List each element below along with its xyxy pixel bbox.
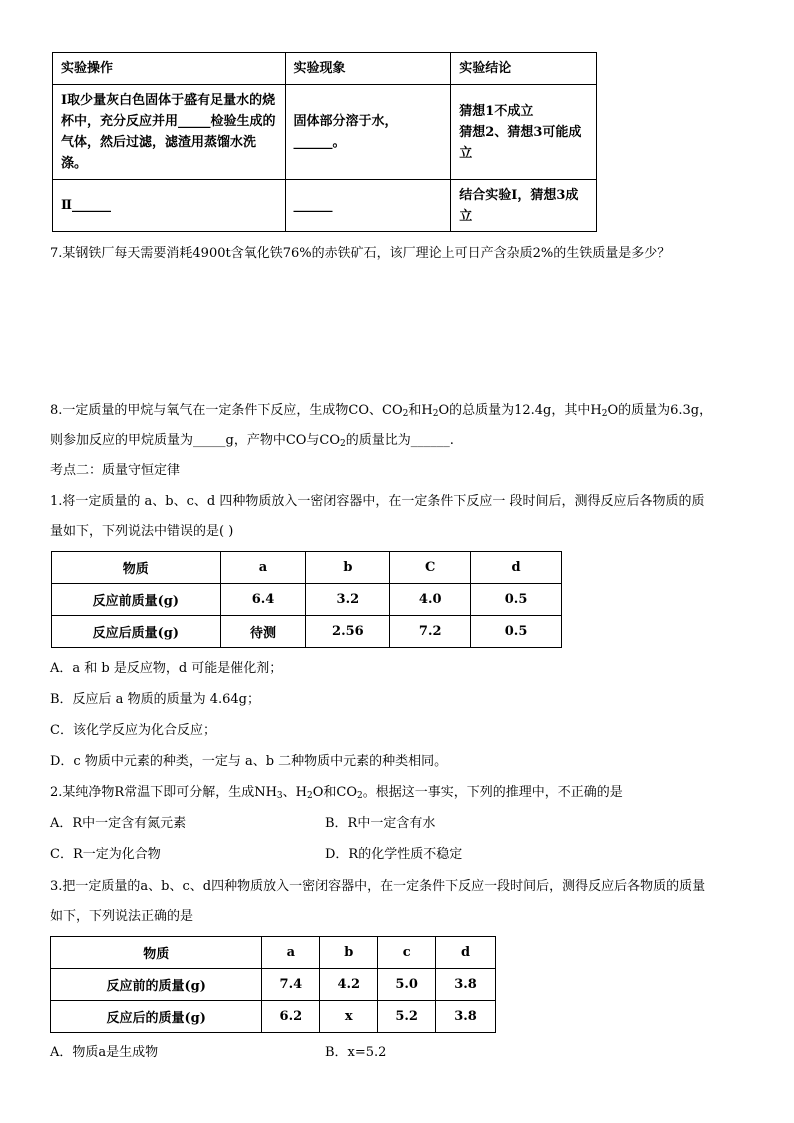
table-cell: 7.2	[390, 616, 471, 648]
table-cell: 4.0	[390, 584, 471, 616]
table-header-row	[53, 53, 597, 85]
table-cell: 3.8	[436, 1001, 496, 1033]
problem-1-line2: 量如下，下列说法中错误的是( )	[50, 524, 234, 539]
option-d: D．R的化学性质不稳定	[325, 847, 463, 862]
table-cell: 6.4	[220, 584, 306, 616]
text-segment: 2.某纯净物R常温下即可分解，生成NH	[50, 785, 277, 800]
table-cell: 0.5	[471, 584, 562, 616]
option-a: A．R中一定含有氮元素	[50, 816, 187, 831]
subscript: 2	[432, 409, 439, 419]
header-cell: c	[378, 937, 436, 969]
section-title: 考点二：质量守恒定律	[50, 463, 181, 478]
subscript: 2	[402, 409, 409, 419]
subscript: 2	[306, 791, 313, 801]
header-cell: 物质	[52, 552, 221, 584]
conclusion-line: 猜想1不成立	[459, 103, 534, 119]
mass-table-1	[51, 551, 562, 648]
option-b: B．反应后 a 物质的质量为 4.64g；	[50, 692, 260, 707]
header-cell: d	[471, 552, 562, 584]
header-cell: 实验操作	[53, 53, 286, 85]
header-cell: a	[262, 937, 320, 969]
question-8-line2	[50, 432, 454, 450]
table-cell: 3.2	[306, 584, 390, 616]
problem-2-stem	[50, 784, 623, 802]
text-segment: O的质量为6.3g，	[607, 403, 713, 418]
conclusion-line: 猜想2、猜想3可能成立	[459, 124, 582, 161]
option-a: A．物质a是生成物	[50, 1045, 159, 1060]
phenomenon-cell: ______	[285, 180, 451, 232]
conclusion-cell	[451, 85, 597, 180]
operation-cell: Ⅱ______	[53, 180, 286, 232]
table-row	[52, 616, 562, 648]
phenomenon-cell: 固体部分溶于水，______。	[285, 85, 451, 180]
problem-1-line1: 1.将一定质量的 a、b、c、d 四种物质放入一密闭容器中，在一定条件下反应一 段时间后，测得反应后各物质的质	[50, 494, 705, 509]
header-cell: b	[306, 552, 390, 584]
table-row	[53, 85, 597, 180]
question-7: 7.某钢铁厂每天需要消耗4900t含氧化铁76%的赤铁矿石，该厂理论上可日产含杂质2%的生铁质量是多少？	[50, 246, 671, 261]
header-cell: d	[436, 937, 496, 969]
subscript: 2	[340, 439, 346, 449]
table-cell: 反应后质量(g)	[52, 616, 221, 648]
header-cell: 实验结论	[451, 53, 597, 85]
conclusion-cell: 结合实验Ⅰ，猜想3成立	[451, 180, 597, 232]
table-header-row	[52, 552, 562, 584]
text-segment: O和CO	[312, 785, 357, 800]
table-cell: 待测	[220, 616, 306, 648]
table-cell: 3.8	[436, 969, 496, 1001]
table-header-row	[51, 937, 496, 969]
option-c: C．该化学反应为化合反应；	[50, 723, 216, 738]
header-cell: 实验现象	[285, 53, 451, 85]
table-row	[51, 1001, 496, 1033]
subscript: 2	[601, 409, 608, 419]
table-cell: 2.56	[306, 616, 390, 648]
table-cell: x	[320, 1001, 378, 1033]
table-row	[53, 180, 597, 232]
option-c: C．R一定为化合物	[50, 847, 161, 862]
option-b: B．R中一定含有水	[325, 816, 436, 831]
header-cell: b	[320, 937, 378, 969]
table-cell: 5.2	[378, 1001, 436, 1033]
text-segment: 的质量比为______.	[345, 433, 454, 448]
table-cell: 5.0	[378, 969, 436, 1001]
table-cell: 反应前的质量(g)	[51, 969, 262, 1001]
table-cell: 4.2	[320, 969, 378, 1001]
option-b: B．x=5.2	[325, 1045, 387, 1060]
option-d: D．c 物质中元素的种类，一定与 a、b 二种物质中元素的种类相同。	[50, 754, 448, 769]
text-segment: 8.一定质量的甲烷与氧气在一定条件下反应，生成物CO、CO	[50, 403, 403, 418]
text-segment: 和H	[408, 403, 433, 418]
table-row	[51, 969, 496, 1001]
header-cell: 物质	[51, 937, 262, 969]
header-cell: a	[220, 552, 306, 584]
operation-cell: Ⅰ取少量灰白色固体于盛有足量水的烧杯中，充分反应并用_____检验生成的气体，然后过滤，滤渣用蒸馏水洗涤。	[53, 85, 286, 180]
mass-table-2	[50, 936, 496, 1033]
table-cell: 反应后的质量(g)	[51, 1001, 262, 1033]
text-segment: 。根据这一事实，下列的推理中，不正确的是	[362, 785, 623, 800]
table-cell: 0.5	[471, 616, 562, 648]
problem-3-line2: 如下，下列说法正确的是	[50, 909, 194, 924]
text-segment: O的总质量为12.4g，其中H	[438, 403, 602, 418]
table-cell: 7.4	[262, 969, 320, 1001]
table-cell: 反应前质量(g)	[52, 584, 221, 616]
table-cell: 6.2	[262, 1001, 320, 1033]
text-segment: 则参加反应的甲烷质量为_____g，产物中CO与CO	[50, 433, 341, 448]
table-row	[52, 584, 562, 616]
option-a: A．a 和 b 是反应物，d 可能是催化剂；	[50, 661, 283, 676]
subscript: 3	[276, 791, 283, 801]
text-segment: 、H	[282, 785, 307, 800]
experiment-table	[52, 52, 597, 232]
subscript: 2	[356, 791, 363, 801]
header-cell: C	[390, 552, 471, 584]
problem-3-line1: 3.把一定质量的a、b、c、d四种物质放入一密闭容器中，在一定条件下反应一段时间后，测得反应后各物质的质量	[50, 879, 706, 894]
question-8-line1	[50, 402, 712, 420]
